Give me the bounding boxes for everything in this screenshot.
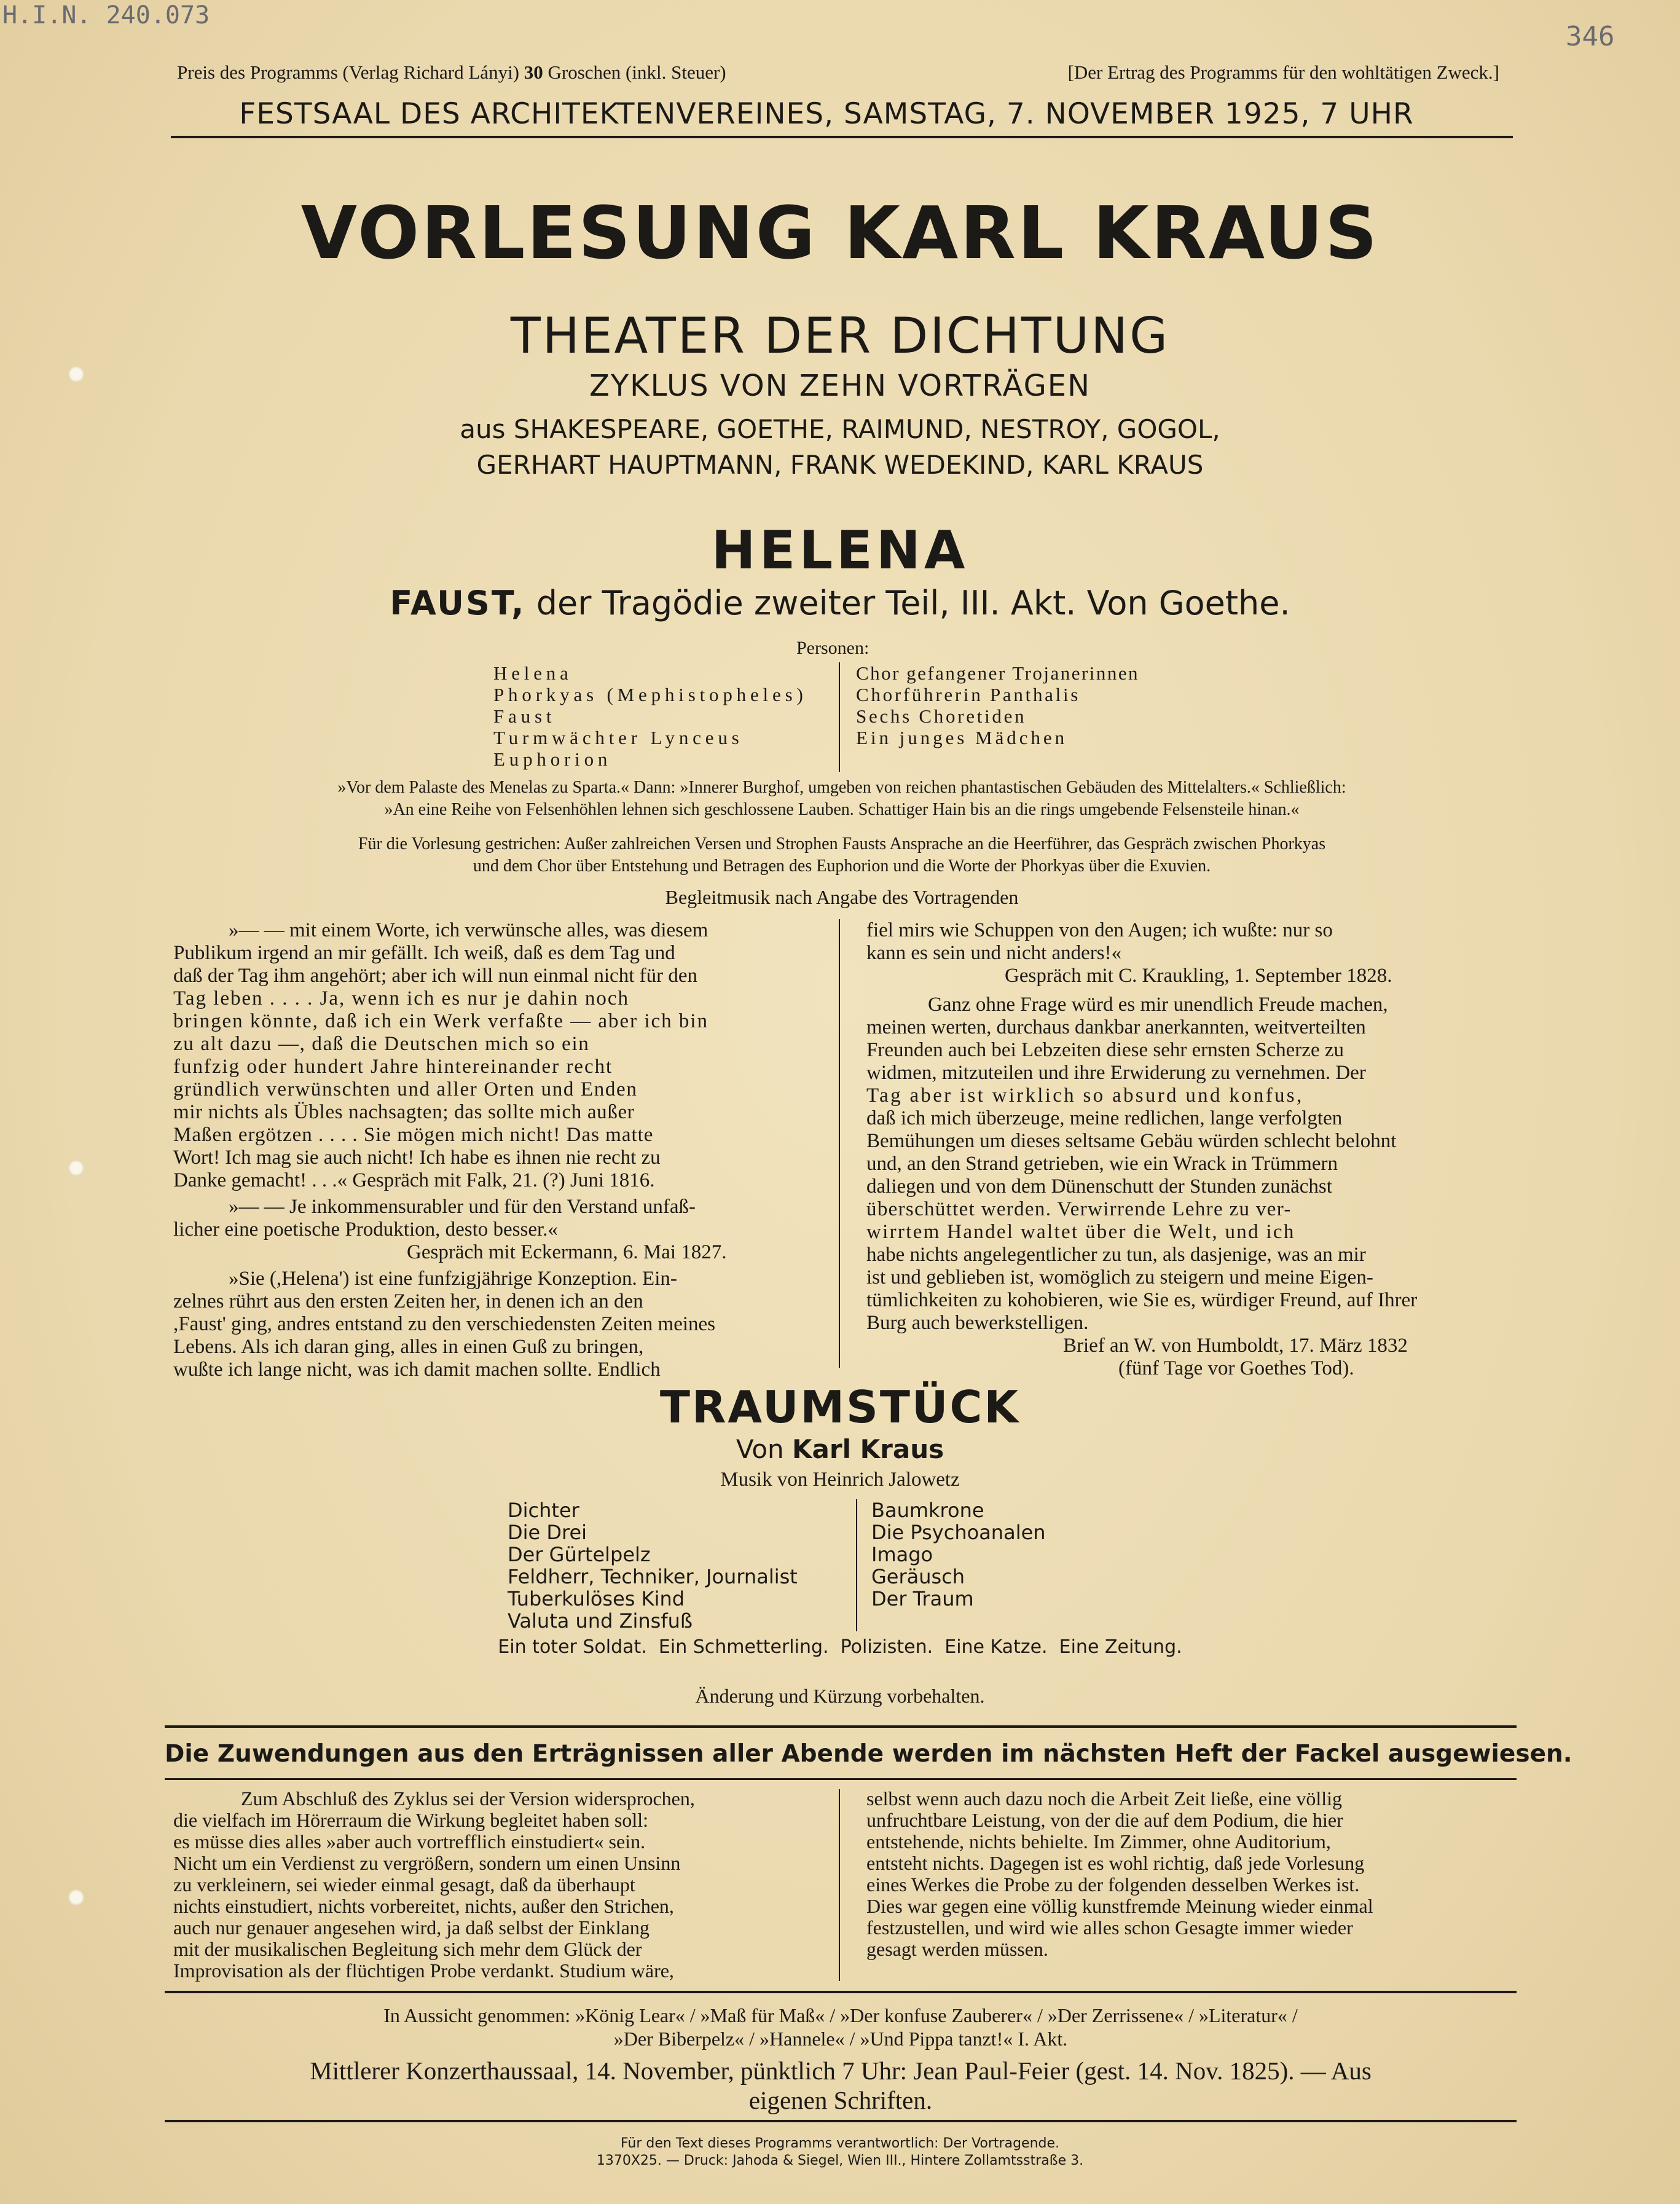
closing-right-column: [866, 1788, 1505, 1960]
outlook-line-1: In Aussicht genommen: »König Lear« / »Maß für Maß« / »Der konfuse Zauberer« / »Der Zerrissene« / »Literatur« /: [383, 2004, 1298, 2026]
persons-heading: Personen:: [796, 638, 869, 658]
quote-line: »— — Je inkommensurabler und für den Verstand unfaß-: [229, 1196, 696, 1218]
closing-line: Nicht um ein Verdienst zu vergrößern, sondern um einen Unsinn: [173, 1852, 681, 1874]
quote-citation: Gespräch mit Eckermann, 6. Mai 1827.: [407, 1241, 727, 1263]
charity-note: [Der Ertrag des Programms für den wohltätigen Zweck.]: [1067, 61, 1499, 83]
helena-title: HELENA: [711, 520, 969, 581]
main-title: VORLESUNG KARL KRAUS: [300, 190, 1380, 275]
price-note-suffix: Groschen (inkl. Steuer): [543, 61, 726, 83]
role: Valuta und Zinsfuß: [508, 1609, 693, 1633]
quote-line: Tag leben . . . . Ja, wenn ich es nur je dahin noch: [173, 987, 629, 1010]
quote-line: Maßen ergötzen . . . . Sie mögen mich nicht! Das matte: [173, 1124, 654, 1146]
closing-line: auch nur genauer angesehen wird, ja daß selbst der Einklang: [173, 1916, 650, 1939]
person: Euphorion: [493, 748, 612, 770]
closing-left-column: [173, 1788, 812, 1982]
persons-divider: [839, 662, 840, 772]
price-note-text: Preis des Programms (Verlag Richard Lányi): [177, 61, 524, 83]
cuts-line-2: und dem Chor über Entstehung und Betragen des Euphorion und die Worte der Phorkyas über die Exuvien.: [473, 857, 1211, 876]
setting-line-1: »Vor dem Palaste des Menelas zu Sparta.« Dann: »Innerer Burghof, umgeben von reichen phantastischen Gebäuden des Mittelalters.« Schließlich:: [337, 778, 1346, 797]
person: Phorkyas (Mephistopheles): [493, 684, 807, 705]
traumstueck-extras: Ein toter Soldat. Ein Schmetterling. Polizisten. Eine Katze. Eine Zeitung.: [498, 1636, 1182, 1658]
role: Tuberkulöses Kind: [508, 1587, 685, 1610]
quotes-left-column: [173, 919, 812, 1381]
cuts-line-1: Für die Vorlesung gestrichen: Außer zahlreichen Versen und Strophen Fausts Ansprache an die Heerführer, das Gespräch zwischen Phorkyas: [358, 834, 1326, 853]
notice-bottom-rule: [165, 1778, 1517, 1780]
helena-subtitle: [0, 584, 1680, 622]
closing-line: gesagt werden müssen.: [866, 1938, 1048, 1960]
closing-divider: [839, 1789, 840, 1981]
authors-line-2: GERHART HAUPTMANN, FRANK WEDEKIND, KARL KRAUS: [476, 450, 1204, 480]
quote-line: wirrtem Handel waltet über die Welt, und ich: [866, 1221, 1295, 1243]
quote-line: »Sie (,Helena') ist eine funfzigjährige Konzeption. Ein-: [229, 1268, 677, 1290]
closing-line: mit der musikalischen Begleitung sich mehr dem Glück der: [173, 1938, 642, 1960]
quote-line: wußte ich lange nicht, was ich damit machen sollte. Endlich: [173, 1359, 661, 1381]
quote-line: daliegen und von dem Dünenschutt der Stunden zunächst: [866, 1175, 1332, 1198]
helena-subtitle-work: FAUST,: [390, 584, 526, 622]
outlook-top-rule: [165, 1991, 1517, 1993]
traumstueck-by: Von: [736, 1434, 792, 1464]
quote-line: funfzig oder hundert Jahre hintereinander recht: [173, 1056, 613, 1078]
quotes-right-column: [866, 919, 1505, 1380]
price-amount: 30: [524, 61, 543, 83]
role: Geräusch: [871, 1565, 965, 1588]
quote-line: widmen, mitzuteilen und ihre Erwiderung zu vernehmen. Der: [866, 1062, 1366, 1084]
closing-line: unfruchtbare Leistung, von der die auf dem Podium, die hier: [866, 1809, 1343, 1831]
cycle-subtitle: ZYKLUS VON ZEHN VORTRÄGEN: [589, 369, 1091, 403]
persons-right: [856, 662, 1249, 748]
header-divider: [171, 136, 1513, 138]
person: Chorführerin Panthalis: [856, 684, 1081, 705]
person: Sechs Choretiden: [856, 705, 1027, 727]
closing-line: Improvisation als der flüchtigen Probe verdankt. Studium wäre,: [173, 1959, 674, 1982]
role: Baumkrone: [871, 1499, 984, 1522]
closing-line: festzustellen, und wird wie alles schon Gesagte immer wieder: [866, 1916, 1353, 1939]
closing-line: selbst wenn auch dazu noch die Arbeit Zeit ließe, eine völlig: [866, 1787, 1342, 1810]
quote-line: überschüttet werden. Verwirrende Lehre zu ver-: [866, 1198, 1292, 1220]
quote-line: mir nichts als Übles nachsagten; das sollte mich außer: [173, 1101, 635, 1123]
traumstueck-roles-right: [871, 1499, 1215, 1610]
music-note: Begleitmusik nach Angabe des Vortragenden: [665, 886, 1019, 908]
quote-citation: Brief an W. von Humboldt, 17. März 1832: [1063, 1335, 1408, 1357]
page-number: 346: [1566, 21, 1615, 52]
quote-line: Tag aber ist wirklich so absurd und konfus,: [866, 1084, 1304, 1107]
quote-line: Bemühungen um dieses seltsame Gebäu würden schlecht belohnt: [866, 1130, 1397, 1152]
footer-printer: 1370X25. — Druck: Jahoda & Siegel, Wien III., Hintere Zollamtsstraße 3.: [596, 2153, 1084, 2168]
quote-citation: (fünf Tage vor Goethes Tod).: [1118, 1357, 1354, 1379]
person: Chor gefangener Trojanerinnen: [856, 662, 1140, 684]
quote-citation: Gespräch mit C. Kraukling, 1. September 1828.: [1005, 965, 1392, 987]
punch-hole: [68, 1160, 84, 1176]
quote-line: habe nichts angelegentlicher zu tun, als dasjenige, was an mir: [866, 1244, 1366, 1266]
closing-line: eines Werkes die Probe zu der folgenden desselben Werkes ist.: [866, 1873, 1360, 1896]
helena-subtitle-rest: der Tragödie zweiter Teil, III. Akt. Von Goethe.: [525, 584, 1290, 622]
quote-line: licher eine poetische Produktion, desto besser.«: [173, 1218, 558, 1241]
quote-line: Lebens. Als ich daran ging, alles in einen Guß zu bringen,: [173, 1336, 644, 1358]
setting-line-2: »An eine Reihe von Felsenhöhlen lehnen sich geschlossene Lauben. Schattiger Hain bis an die rings umgebende Felsensteile hinan.«: [384, 800, 1300, 819]
closing-line: es müsse dies alles »aber auch vortrefflich einstudiert« sein.: [173, 1830, 646, 1853]
price-note: [177, 61, 726, 84]
role: Die Psychoanalen: [871, 1521, 1046, 1544]
change-note: Änderung und Kürzung vorbehalten.: [695, 1685, 985, 1707]
archive-reference: H.I.N. 240.073: [2, 1, 210, 29]
person: Ein junges Mädchen: [856, 727, 1068, 748]
authors-line-1: aus SHAKESPEARE, GOETHE, RAIMUND, NESTROY, GOGOL,: [460, 414, 1220, 444]
closing-line: entstehende, nichts behielte. Im Zimmer, ohne Auditorium,: [866, 1830, 1331, 1853]
quote-line: gründlich verwünschten und aller Orten und Enden: [173, 1078, 638, 1100]
person: Faust: [493, 705, 556, 727]
next-event-line-1: Mittlerer Konzerthaussaal, 14. November, pünktlich 7 Uhr: Jean Paul-Feier (gest. 14. Nov. 1825). — Aus: [310, 2057, 1372, 2085]
series-title: THEATER DER DICHTUNG: [510, 307, 1170, 364]
quote-line: ist und geblieben ist, womöglich zu steigern und meine Eigen-: [866, 1266, 1373, 1288]
quote-line: Wort! Ich mag sie auch nicht! Ich habe es ihnen nie recht zu: [173, 1147, 661, 1169]
closing-line: Zum Abschluß des Zyklus sei der Version widersprochen,: [241, 1787, 695, 1810]
closing-line: Dies war gegen eine völlig kunstfremde Meinung wieder einmal: [866, 1895, 1373, 1917]
outlook-line-2: »Der Biberpelz« / »Hannele« / »Und Pippa tanzt!« I. Akt.: [613, 2028, 1068, 2050]
traumstueck-music: Musik von Heinrich Jalowetz: [720, 1469, 960, 1491]
quote-line: bringen könnte, daß ich ein Werk verfaßte — aber ich bin: [173, 1010, 709, 1032]
quote-line: Danke gemacht! . . .« Gespräch mit Falk, 21. (?) Juni 1816.: [173, 1169, 655, 1191]
quote-line: daß ich mich überzeuge, meine redlichen, lange verfolgten: [866, 1107, 1343, 1129]
quote-line: daß der Tag ihm angehört; aber ich will nun einmal nicht für den: [173, 965, 697, 987]
quote-line: fiel mirs wie Schuppen von den Augen; ich wußte: nur so: [866, 919, 1333, 941]
quote-line: tümlichkeiten zu kohobieren, wie Sie es, würdiger Freund, auf Ihrer: [866, 1289, 1418, 1311]
venue-line: FESTSAAL DES ARCHITEKTENVEREINES, SAMSTAG, 7. NOVEMBER 1925, 7 UHR: [239, 97, 1414, 131]
role: Dichter: [508, 1499, 579, 1522]
closing-line: nichts einstudiert, nichts vorbereitet, nichts, außer den Strichen,: [173, 1895, 674, 1917]
quote-line: Publikum irgend an mir gefällt. Ich weiß, daß es dem Tag und: [173, 942, 675, 964]
person: Helena: [493, 662, 573, 684]
footer-responsible: Für den Text dieses Programms verantwortlich: Der Vortragende.: [620, 2136, 1060, 2151]
traumstueck-roles-left: [508, 1499, 852, 1632]
traumstueck-author-name: Karl Kraus: [792, 1434, 944, 1464]
role: Der Traum: [871, 1587, 974, 1610]
quote-line: Freunden auch bei Lebzeiten diese sehr ernsten Scherze zu: [866, 1039, 1344, 1061]
quote-line: und, an den Strand getrieben, wie ein Wrack in Trümmern: [866, 1153, 1338, 1175]
person: Turmwächter Lynceus: [493, 727, 744, 748]
next-event-line-2: eigenen Schriften.: [748, 2086, 933, 2114]
role: Imago: [871, 1543, 933, 1566]
traumstueck-author: [0, 1434, 1680, 1464]
quote-line: »— — mit einem Worte, ich verwünsche alles, was diesem: [229, 919, 709, 941]
quote-line: zu alt dazu —, daß die Deutschen mich so ein: [173, 1033, 590, 1055]
quote-line: Burg auch bewerkstelligen.: [866, 1312, 1089, 1334]
punch-hole: [68, 1889, 84, 1905]
quote-line: ,Faust' ging, andres entstand zu den verschiedensten Zeiten meines: [173, 1313, 716, 1335]
footer-top-rule: [165, 2120, 1517, 2122]
roles-divider: [856, 1499, 857, 1631]
role: Feldherr, Techniker, Journalist: [508, 1565, 798, 1588]
closing-line: entsteht nichts. Dagegen ist es wohl richtig, daß jede Vorlesung: [866, 1852, 1365, 1874]
notice-text: Die Zuwendungen aus den Erträgnissen aller Abende werden im nächsten Heft der Fackel ausgewiesen.: [165, 1740, 1572, 1768]
closing-line: zu verkleinern, sei wieder einmal gesagt, daß da überhaupt: [173, 1873, 635, 1896]
role: Der Gürtelpelz: [508, 1543, 651, 1566]
quote-line: zelnes rührt aus den ersten Zeiten her, in denen ich an den: [173, 1290, 643, 1312]
persons-left: [493, 662, 838, 770]
traumstueck-title: TRAUMSTÜCK: [659, 1381, 1021, 1433]
role: Die Drei: [508, 1521, 587, 1544]
closing-line: die vielfach im Hörerraum die Wirkung begleitet haben soll:: [173, 1809, 648, 1831]
quote-line: meinen werten, durchaus dankbar anerkannten, weitverteilten: [866, 1016, 1366, 1038]
notice-top-rule: [165, 1725, 1517, 1728]
quote-line: kann es sein und nicht anders!«: [866, 942, 1122, 964]
quotes-divider: [839, 919, 840, 1368]
quote-line: Ganz ohne Frage würd es mir unendlich Freude machen,: [928, 994, 1388, 1016]
